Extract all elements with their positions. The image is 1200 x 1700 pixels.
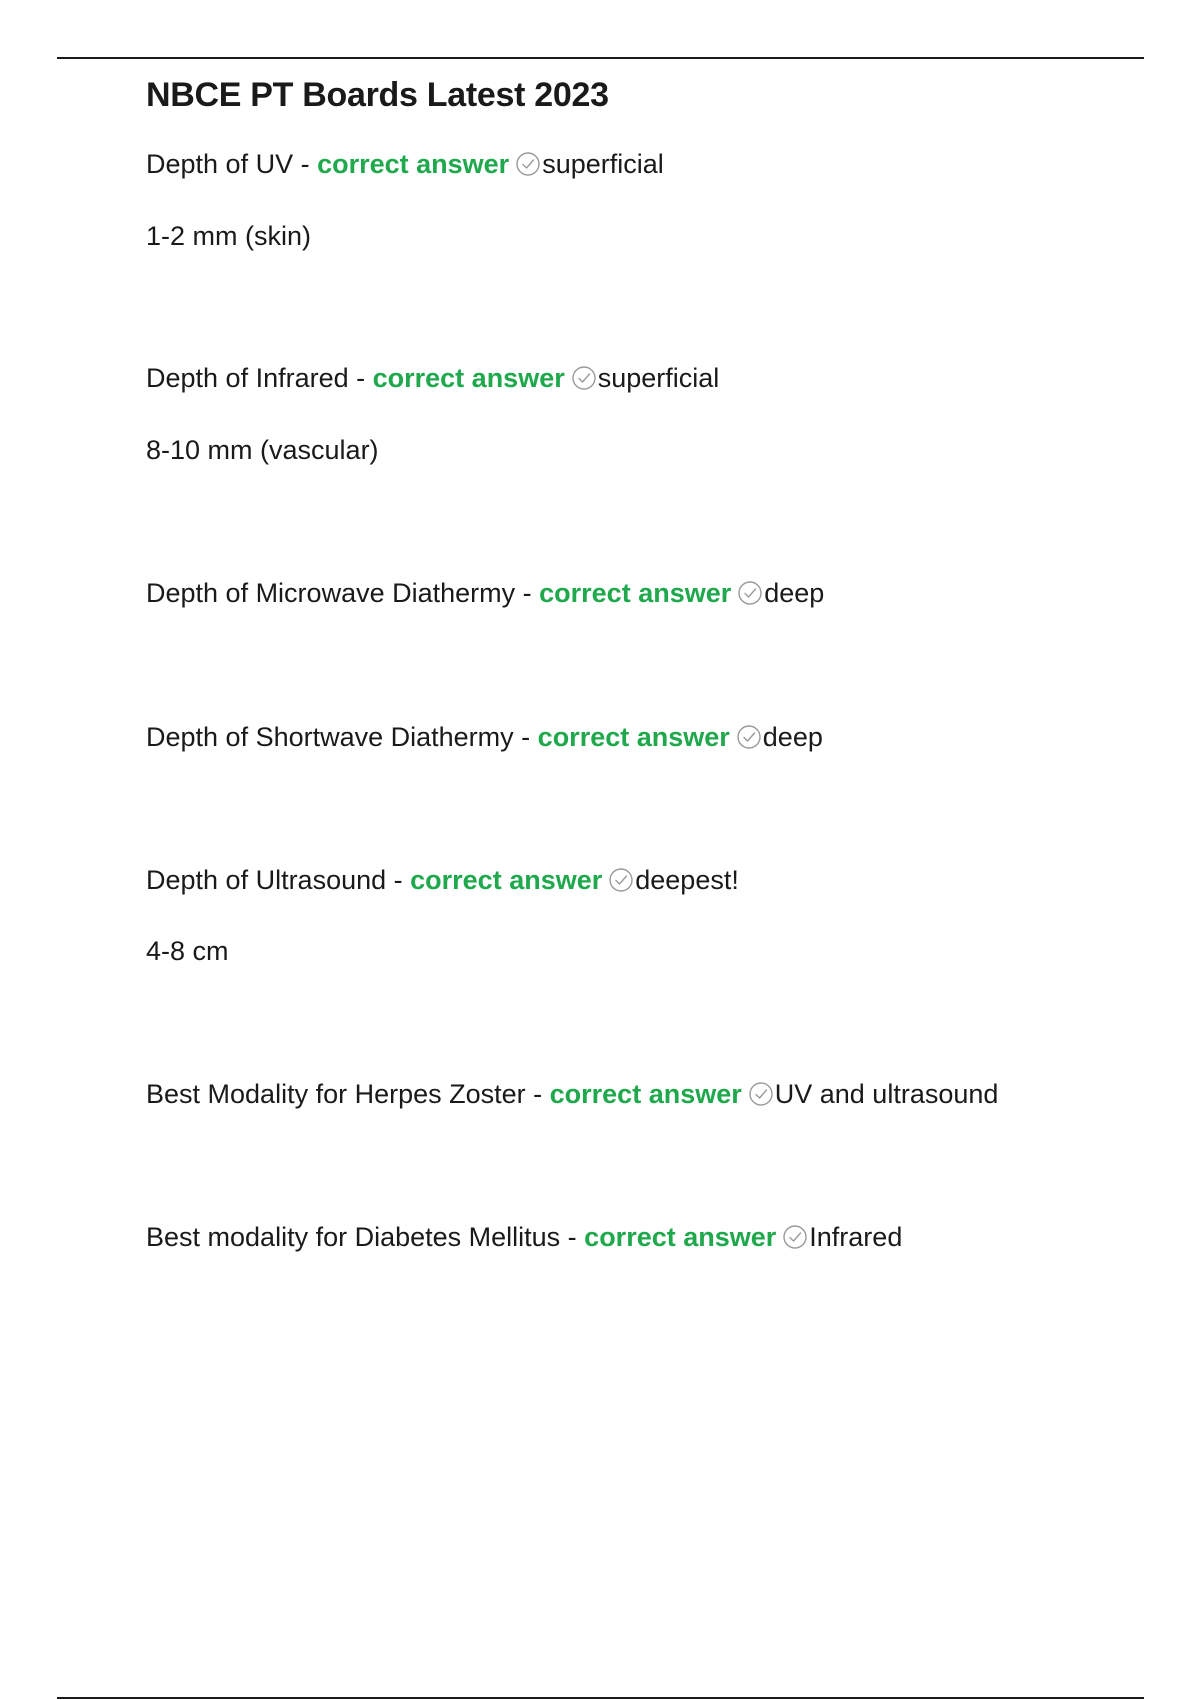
correct-answer-label: correct answer bbox=[372, 363, 565, 393]
answer-note: 8-10 mm (vascular) bbox=[146, 435, 379, 465]
answer-text: UV and ultrasound bbox=[774, 1079, 999, 1109]
check-circle-icon bbox=[748, 1081, 774, 1107]
question-text: Depth of Shortwave Diathermy bbox=[146, 722, 514, 752]
answer-text: deepest! bbox=[635, 865, 739, 895]
qa-item bbox=[146, 147, 664, 181]
qa-item bbox=[146, 361, 719, 395]
question-text: Best Modality for Herpes Zoster bbox=[146, 1079, 526, 1109]
correct-answer-label: correct answer bbox=[537, 722, 730, 752]
separator: - bbox=[293, 149, 318, 179]
qa-item bbox=[146, 1220, 902, 1254]
qa-item bbox=[146, 863, 739, 897]
separator: - bbox=[525, 1079, 550, 1109]
check-circle-icon bbox=[736, 724, 762, 750]
question-text: Depth of Ultrasound bbox=[146, 865, 387, 895]
check-circle-icon bbox=[515, 151, 541, 177]
top-rule bbox=[57, 57, 1144, 59]
check-circle-icon bbox=[737, 580, 763, 606]
correct-answer-label: correct answer bbox=[549, 1079, 742, 1109]
qa-item bbox=[146, 720, 823, 754]
answer-note: 1-2 mm (skin) bbox=[146, 221, 312, 251]
question-text: Depth of Infrared bbox=[146, 363, 349, 393]
qa-item bbox=[146, 576, 824, 610]
separator: - bbox=[515, 578, 540, 608]
question-text: Depth of UV bbox=[146, 149, 294, 179]
correct-answer-label: correct answer bbox=[410, 865, 603, 895]
separator: - bbox=[386, 865, 411, 895]
check-circle-icon bbox=[571, 365, 597, 391]
bottom-rule bbox=[57, 1697, 1144, 1699]
answer-text: superficial bbox=[597, 363, 720, 393]
answer-note: 4-8 cm bbox=[146, 936, 229, 966]
question-text: Depth of Microwave Diathermy bbox=[146, 578, 516, 608]
answer-text: superficial bbox=[542, 149, 664, 179]
correct-answer-label: correct answer bbox=[539, 578, 732, 608]
document-title: NBCE PT Boards Latest 2023 bbox=[146, 76, 609, 114]
separator: - bbox=[348, 363, 373, 393]
check-circle-icon bbox=[608, 867, 634, 893]
correct-answer-label: correct answer bbox=[584, 1222, 777, 1252]
correct-answer-label: correct answer bbox=[317, 149, 510, 179]
answer-text: deep bbox=[764, 578, 825, 608]
check-circle-icon bbox=[782, 1224, 808, 1250]
separator: - bbox=[513, 722, 538, 752]
separator: - bbox=[560, 1222, 585, 1252]
qa-item bbox=[146, 1077, 998, 1111]
answer-text: deep bbox=[762, 722, 823, 752]
question-text: Best modality for Diabetes Mellitus bbox=[146, 1222, 561, 1252]
answer-text: Infrared bbox=[809, 1222, 903, 1252]
